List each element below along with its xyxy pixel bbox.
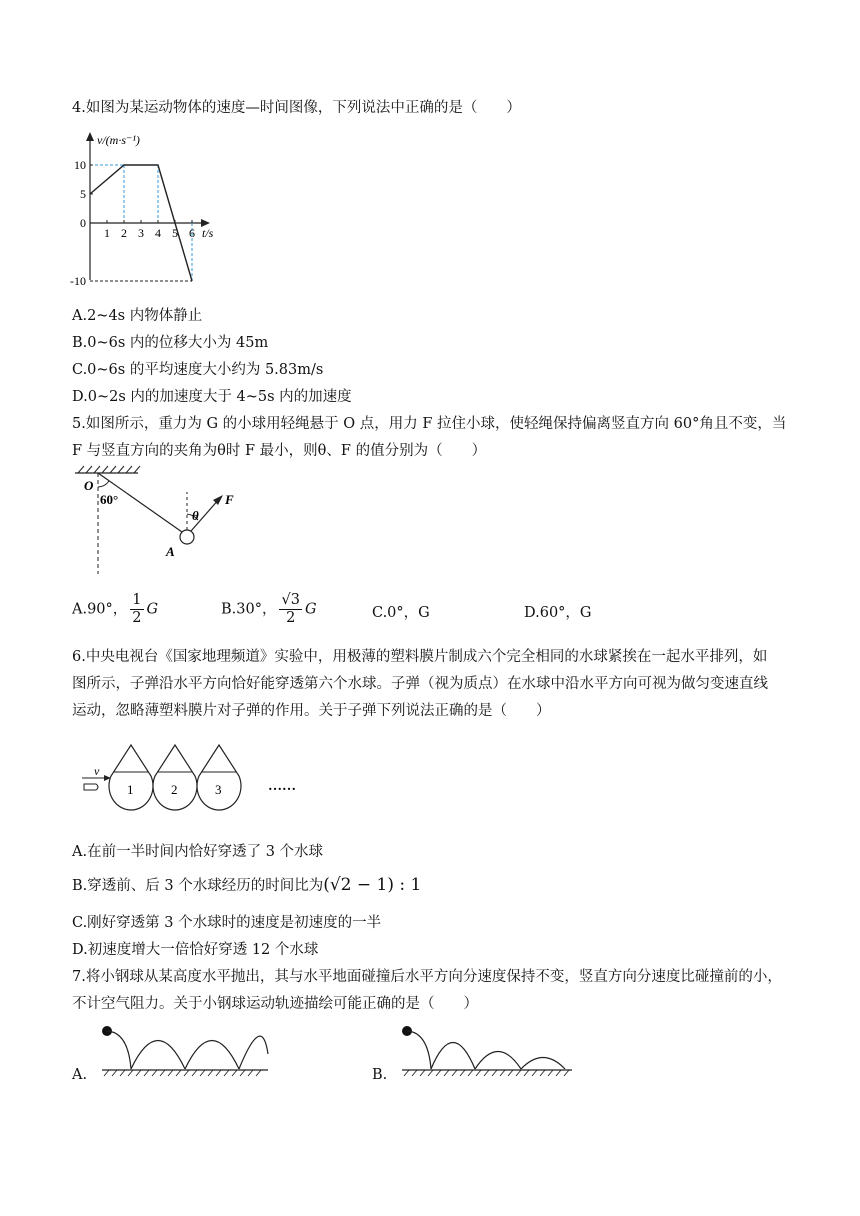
vt-graph	[70, 130, 220, 290]
q5-option-b	[221, 592, 317, 627]
label-a: A	[166, 544, 175, 559]
q7-stem-line2: 不计空气阻力。关于小钢球运动轨迹描绘可能正确的是（ ）	[72, 996, 478, 1012]
q5-b-g: G	[304, 601, 317, 618]
water-balls-diagram	[78, 742, 318, 822]
q5-option-c: C.0°，G	[372, 605, 430, 621]
q5-a-num: 1	[132, 592, 142, 608]
label-v: v	[94, 764, 100, 778]
x-tick-label: 5	[172, 226, 178, 240]
q7-option-b-label: B.	[372, 1067, 388, 1083]
water-ball-3	[197, 745, 241, 810]
ellipsis: ……	[268, 779, 296, 794]
q6-option-c: C.刚好穿透第 3 个水球时的速度是初速度的一半	[72, 915, 382, 931]
q6-stem-line3: 运动，忽略薄塑料膜片对子弹的作用。关于子弹下列说法正确的是（ ）	[72, 703, 551, 719]
y-tick-label: 10	[74, 158, 86, 172]
q5-a-den: 2	[132, 610, 142, 626]
x-axis-label: t/s	[202, 226, 214, 240]
label-theta: θ	[192, 508, 199, 523]
vt-axes	[90, 134, 208, 280]
ball-label-3: 3	[215, 782, 222, 797]
ball	[180, 530, 194, 544]
q5-option-d: D.60°，G	[524, 605, 592, 621]
bullet	[84, 784, 98, 790]
q6-stem-line2: 图所示，子弹沿水平方向恰好能穿透第六个水球。子弹（视为质点）在水球中沿水平方向可视为做匀变速直线	[72, 676, 768, 692]
label-60: 60°	[100, 492, 119, 507]
q5-a-g: G	[146, 601, 159, 618]
x-tick-label: 3	[138, 226, 144, 240]
q7-stem-line1: 7.将小钢球从某高度水平抛出，其与水平地面碰撞后水平方向分速度保持不变，竖直方向分速度比碰撞前的小，	[72, 969, 782, 985]
q5-stem-line2: F 与竖直方向的夹角为θ时 F 最小，则θ、F 的值分别为（ ）	[72, 443, 487, 459]
water-ball-1	[109, 745, 153, 810]
q4-option-d: D.0~2s 内的加速度大于 4~5s 内的加速度	[72, 389, 352, 405]
y-tick-label: 5	[80, 187, 86, 201]
q6-stem-line1: 6.中央电视台《国家地理频道》实验中，用极薄的塑料膜片制成六个完全相同的水球紧挨在一起水平排列，如	[72, 649, 768, 665]
trajectory-b	[398, 1024, 573, 1079]
ball-label-2: 2	[171, 782, 178, 797]
x-tick-label: 1	[104, 226, 110, 240]
q6-option-d: D.初速度增大一倍恰好穿透 12 个水球	[72, 942, 319, 958]
q5-option-b-frac	[279, 592, 301, 627]
q5-option-a	[72, 592, 158, 627]
x-tick-label: 4	[155, 226, 161, 240]
q4-option-b: B.0~6s 内的位移大小为 45m	[72, 335, 269, 351]
q4-option-a: A.2~4s 内物体静止	[72, 308, 203, 324]
q5-option-b-prefix: B.30°，	[221, 601, 277, 618]
ceiling-hatch	[78, 466, 140, 473]
q5-option-a-prefix: A.90°，	[72, 601, 128, 618]
trajectory-a	[98, 1024, 268, 1079]
q6-option-b	[72, 876, 421, 895]
y-tick-label: 0	[80, 216, 86, 230]
q4-option-c: C.0~6s 的平均速度大小约为 5.83m/s	[72, 362, 324, 378]
q6-option-b-math: (√2 − 1) : 1	[323, 875, 422, 895]
y-tick-label: -10	[70, 274, 86, 288]
pendulum-diagram	[70, 462, 250, 577]
q6-option-b-text: B.穿透前、后 3 个水球经历的时间比为	[72, 878, 324, 894]
label-f: F	[225, 492, 234, 507]
y-axis-label: v/(m·s⁻¹)	[97, 133, 140, 147]
water-ball-2	[153, 745, 197, 810]
angle-arc-60	[98, 481, 109, 487]
x-tick-label: 2	[121, 226, 127, 240]
q5-b-den: 2	[286, 610, 296, 626]
q5-stem-line1: 5.如图所示，重力为 G 的小球用轻绳悬于 O 点，用力 F 拉住小球，使轻绳保持偏离竖直方向 60°角且不变，当	[72, 416, 787, 432]
y-axis-arrow	[86, 132, 94, 141]
label-o: O	[84, 478, 94, 493]
q6-option-a: A.在前一半时间内恰好穿透了 3 个水球	[72, 844, 324, 860]
ball-label-1: 1	[127, 782, 134, 797]
x-tick-label: 6	[189, 226, 195, 240]
q7-option-a-label: A.	[72, 1067, 88, 1083]
q5-option-a-frac	[130, 592, 143, 627]
q5-b-num: √3	[281, 592, 300, 608]
q4-stem: 4.如图为某运动物体的速度—时间图像，下列说法中正确的是（ ）	[72, 100, 521, 116]
